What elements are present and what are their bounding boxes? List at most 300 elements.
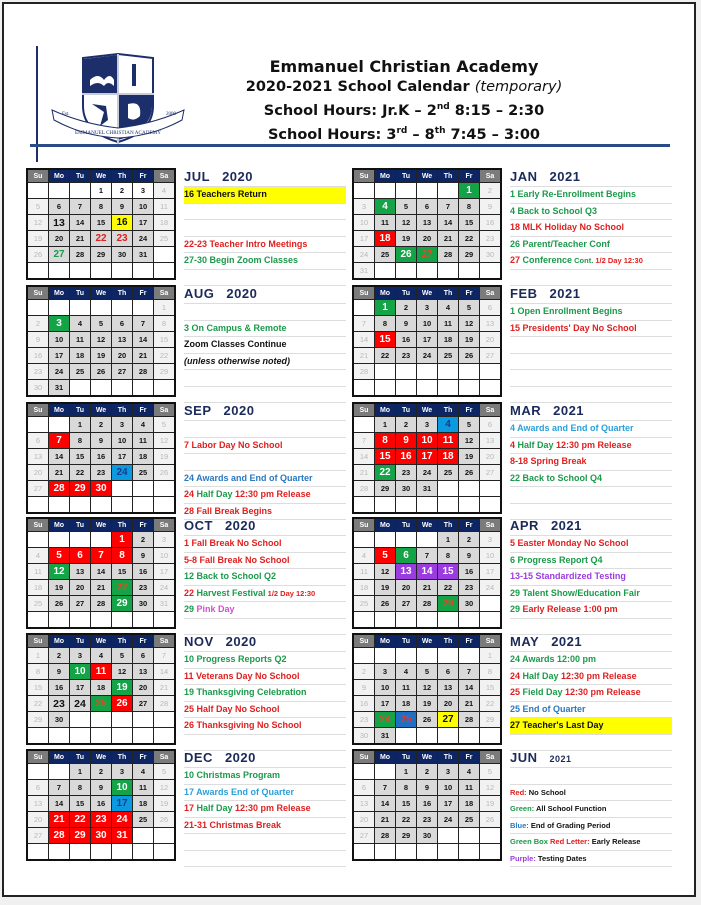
empty-cell — [133, 844, 154, 861]
day-cell: 8 — [70, 433, 91, 449]
calendar-note: (temporary) — [474, 79, 563, 95]
day-cell: 6 — [480, 300, 502, 316]
day-cell: 2 — [133, 532, 154, 548]
weekday-header: Tu — [396, 750, 417, 764]
empty-cell — [375, 183, 396, 199]
day-cell: 12 — [459, 316, 480, 332]
day-cell: 18 — [70, 348, 91, 364]
empty-cell — [353, 380, 375, 397]
day-cell: 28 — [49, 481, 70, 497]
day-cell: 3 — [70, 648, 91, 664]
empty-cell — [133, 263, 154, 280]
empty-cell — [133, 612, 154, 629]
empty-cell — [27, 417, 49, 433]
empty-cell — [133, 497, 154, 514]
empty-cell — [396, 380, 417, 397]
event-line: 4 Back to School Q3 — [510, 204, 672, 221]
day-cell: 28 — [375, 828, 396, 844]
month-title: AUG 2020 — [184, 285, 346, 304]
day-cell: 20 — [27, 812, 49, 828]
day-cell: 5 — [154, 764, 176, 780]
day-cell: 20 — [27, 465, 49, 481]
day-cell: 16 — [27, 348, 49, 364]
weekday-header: Mo — [49, 403, 70, 417]
day-cell: 20 — [417, 231, 438, 247]
empty-cell — [112, 481, 133, 497]
event-line — [184, 204, 346, 221]
month-sep-2020 — [26, 402, 356, 514]
day-cell: 3 — [480, 532, 502, 548]
month-events — [184, 285, 346, 403]
day-cell: 6 — [396, 548, 417, 564]
weekday-header: Tu — [70, 169, 91, 183]
day-cell: 17 — [375, 696, 396, 712]
day-cell: 22 — [91, 231, 112, 247]
day-cell: 6 — [133, 648, 154, 664]
weekday-header: Fr — [459, 403, 480, 417]
day-cell: 23 — [49, 696, 70, 712]
day-cell: 6 — [27, 433, 49, 449]
month-jun-2021 — [352, 749, 682, 861]
day-cell: 19 — [459, 332, 480, 348]
day-cell: 3 — [417, 417, 438, 433]
month-events — [510, 517, 672, 635]
day-cell: 10 — [49, 332, 70, 348]
empty-cell — [417, 648, 438, 664]
day-cell: 4 — [353, 548, 375, 564]
day-cell: 23 — [353, 712, 375, 728]
weekday-header: Fr — [459, 518, 480, 532]
day-cell: 13 — [133, 664, 154, 680]
day-cell: 25 — [438, 465, 459, 481]
day-cell: 25 — [133, 812, 154, 828]
day-cell: 31 — [112, 828, 133, 844]
empty-cell — [438, 481, 459, 497]
day-cell: 1 — [70, 764, 91, 780]
day-cell: 6 — [438, 664, 459, 680]
day-cell: 1 — [459, 183, 480, 199]
day-cell: 11 — [438, 316, 459, 332]
month-grid — [26, 517, 176, 629]
weekday-header: Tu — [396, 169, 417, 183]
month-events — [184, 749, 346, 867]
weekday-header: We — [91, 403, 112, 417]
day-cell: 31 — [49, 380, 70, 397]
day-cell: 28 — [49, 828, 70, 844]
weekday-header: Tu — [70, 634, 91, 648]
day-cell: 2 — [459, 532, 480, 548]
weekday-header: Fr — [459, 286, 480, 300]
day-cell: 28 — [417, 596, 438, 612]
empty-cell — [459, 497, 480, 514]
empty-cell — [417, 497, 438, 514]
day-cell: 14 — [459, 680, 480, 696]
day-cell: 27 — [396, 596, 417, 612]
weekday-header: Tu — [70, 750, 91, 764]
weekday-header: Fr — [133, 403, 154, 417]
day-cell: 22 — [375, 465, 396, 481]
empty-cell — [438, 263, 459, 280]
empty-cell — [459, 648, 480, 664]
weekday-header: Su — [27, 169, 49, 183]
event-line: 8-18 Spring Break — [510, 454, 672, 471]
day-cell: 18 — [459, 796, 480, 812]
day-cell: 1 — [375, 417, 396, 433]
empty-cell — [154, 844, 176, 861]
empty-cell — [480, 596, 502, 612]
day-cell: 18 — [375, 231, 396, 247]
month-grid — [352, 402, 502, 514]
empty-cell — [91, 497, 112, 514]
day-cell: 12 — [396, 215, 417, 231]
day-cell: 19 — [417, 696, 438, 712]
event-line: 25 Field Day 12:30 pm Release — [510, 685, 672, 702]
day-cell: 10 — [375, 680, 396, 696]
month-grid — [352, 168, 502, 280]
day-cell: 26 — [112, 696, 133, 712]
weekday-header: Th — [438, 634, 459, 648]
day-cell: 9 — [49, 664, 70, 680]
empty-cell — [49, 844, 70, 861]
day-cell: 20 — [396, 580, 417, 596]
event-line: 4 Awards and End of Quarter — [510, 421, 672, 438]
day-cell: 4 — [133, 417, 154, 433]
legend-item: Blue: End of Grading Period — [510, 818, 672, 835]
month-events — [184, 168, 346, 286]
weekday-header: Sa — [480, 286, 502, 300]
day-cell: 9 — [480, 199, 502, 215]
month-grid — [26, 168, 176, 280]
day-cell: 3 — [154, 532, 176, 548]
month-grid — [352, 749, 502, 861]
day-cell: 20 — [133, 680, 154, 696]
day-cell: 29 — [459, 247, 480, 263]
day-cell: 27 — [27, 481, 49, 497]
event-line: 18 MLK Holiday No School — [510, 220, 672, 237]
day-cell: 12 — [91, 332, 112, 348]
weekday-header: We — [417, 518, 438, 532]
day-cell: 23 — [459, 580, 480, 596]
empty-cell — [91, 728, 112, 745]
day-cell: 15 — [480, 680, 502, 696]
month-events — [510, 749, 672, 867]
month-may-2021 — [352, 633, 682, 745]
event-line: 10 Christmas Program — [184, 768, 346, 785]
event-line — [184, 304, 346, 321]
empty-cell — [49, 532, 70, 548]
empty-cell — [91, 612, 112, 629]
empty-cell — [91, 380, 112, 397]
empty-cell — [480, 380, 502, 397]
empty-cell — [396, 183, 417, 199]
day-cell: 8 — [91, 199, 112, 215]
weekday-header: Su — [353, 403, 375, 417]
empty-cell — [133, 712, 154, 728]
day-cell: 9 — [112, 199, 133, 215]
day-cell: 12 — [112, 664, 133, 680]
empty-cell — [396, 728, 417, 745]
day-cell: 16 — [396, 449, 417, 465]
empty-cell — [70, 300, 91, 316]
empty-cell — [459, 364, 480, 380]
empty-cell — [70, 612, 91, 629]
empty-cell — [27, 300, 49, 316]
day-cell: 27 — [480, 465, 502, 481]
empty-cell — [417, 532, 438, 548]
empty-cell — [353, 764, 375, 780]
empty-cell — [112, 844, 133, 861]
day-cell: 28 — [353, 364, 375, 380]
empty-cell — [438, 380, 459, 397]
day-cell: 26 — [154, 465, 176, 481]
day-cell: 18 — [438, 449, 459, 465]
day-cell: 4 — [27, 548, 49, 564]
day-cell: 19 — [459, 449, 480, 465]
month-nov-2020 — [26, 633, 356, 745]
legend-item: Red: No School — [510, 785, 672, 802]
day-cell: 22 — [480, 696, 502, 712]
event-line: 5-8 Fall Break No School — [184, 553, 346, 570]
day-cell: 26 — [27, 247, 49, 263]
day-cell: 23 — [396, 348, 417, 364]
day-cell: 5 — [459, 417, 480, 433]
day-cell: 8 — [112, 548, 133, 564]
day-cell: 15 — [375, 332, 396, 348]
day-cell: 14 — [70, 215, 91, 231]
event-line: 25 Half Day No School — [184, 702, 346, 719]
day-cell: 10 — [417, 433, 438, 449]
empty-cell — [49, 764, 70, 780]
weekday-header: We — [91, 750, 112, 764]
empty-cell — [459, 380, 480, 397]
day-cell: 27 — [133, 696, 154, 712]
legend-item: Green: All School Function — [510, 801, 672, 818]
day-cell: 14 — [49, 449, 70, 465]
empty-cell — [91, 532, 112, 548]
month-grid — [352, 517, 502, 629]
day-cell: 24 — [112, 812, 133, 828]
day-cell: 16 — [133, 564, 154, 580]
day-cell: 13 — [27, 796, 49, 812]
day-cell: 3 — [112, 764, 133, 780]
event-line: 22 Harvest Festival 1/2 Day 12:30 — [184, 586, 346, 603]
day-cell: 17 — [438, 796, 459, 812]
day-cell: 8 — [396, 780, 417, 796]
day-cell: 11 — [353, 564, 375, 580]
weekday-header: Th — [438, 286, 459, 300]
day-cell: 2 — [91, 764, 112, 780]
day-cell: 30 — [91, 828, 112, 844]
weekday-header: Fr — [133, 286, 154, 300]
event-line: 10 Progress Reports Q2 — [184, 652, 346, 669]
day-cell: 2 — [396, 417, 417, 433]
weekday-header: Sa — [154, 286, 176, 300]
day-cell: 24 — [49, 364, 70, 380]
event-line: 25 End of Quarter — [510, 702, 672, 719]
event-line — [184, 834, 346, 851]
day-cell: 2 — [480, 183, 502, 199]
weekday-header: Th — [438, 518, 459, 532]
day-cell: 4 — [375, 199, 396, 215]
day-cell: 8 — [480, 664, 502, 680]
event-line: 21-31 Christmas Break — [184, 818, 346, 835]
event-line: 17 Half Day 12:30 pm Release — [184, 801, 346, 818]
day-cell: 7 — [70, 199, 91, 215]
day-cell: 22 — [27, 696, 49, 712]
empty-cell — [49, 300, 70, 316]
day-cell: 11 — [70, 332, 91, 348]
day-cell: 19 — [91, 348, 112, 364]
day-cell: 18 — [133, 449, 154, 465]
day-cell: 22 — [70, 812, 91, 828]
event-line: 24 Half Day 12:30 pm Release — [510, 669, 672, 686]
day-cell: 1 — [70, 417, 91, 433]
day-cell: 19 — [27, 231, 49, 247]
day-cell: 15 — [70, 449, 91, 465]
day-cell: 8 — [154, 316, 176, 332]
event-line: 4 Half Day 12:30 pm Release — [510, 438, 672, 455]
empty-cell — [70, 728, 91, 745]
month-title: JUL 2020 — [184, 168, 346, 187]
day-cell: 11 — [438, 433, 459, 449]
empty-cell — [353, 497, 375, 514]
day-cell: 22 — [112, 580, 133, 596]
day-cell: 7 — [91, 548, 112, 564]
month-title: FEB 2021 — [510, 285, 672, 304]
day-cell: 14 — [133, 332, 154, 348]
empty-cell — [438, 728, 459, 745]
day-cell: 25 — [91, 696, 112, 712]
day-cell: 22 — [396, 812, 417, 828]
day-cell: 16 — [459, 564, 480, 580]
legend-item: Purple: Testing Dates — [510, 851, 672, 868]
empty-cell — [91, 263, 112, 280]
day-cell: 27 — [438, 712, 459, 728]
day-cell: 21 — [91, 580, 112, 596]
day-cell: 5 — [396, 199, 417, 215]
school-hours-jrk-2: School Hours: Jr.K – 2nd 8:15 – 2:30 — [263, 102, 545, 119]
empty-cell — [438, 828, 459, 844]
day-cell: 30 — [133, 596, 154, 612]
weekday-header: Sa — [154, 634, 176, 648]
day-cell: 4 — [438, 300, 459, 316]
day-cell: 12 — [480, 780, 502, 796]
weekday-header: Tu — [396, 403, 417, 417]
empty-cell — [438, 364, 459, 380]
day-cell: 26 — [417, 712, 438, 728]
day-cell: 27 — [70, 596, 91, 612]
day-cell: 11 — [133, 433, 154, 449]
day-cell: 26 — [49, 596, 70, 612]
day-cell: 21 — [438, 231, 459, 247]
empty-cell — [353, 532, 375, 548]
empty-cell — [70, 532, 91, 548]
calendar-header — [204, 56, 604, 145]
day-cell: 31 — [417, 481, 438, 497]
day-cell: 21 — [133, 348, 154, 364]
weekday-header: We — [91, 518, 112, 532]
empty-cell — [27, 263, 49, 280]
day-cell: 23 — [417, 812, 438, 828]
day-cell: 16 — [91, 449, 112, 465]
weekday-header: Mo — [375, 634, 396, 648]
empty-cell — [154, 728, 176, 745]
day-cell: 18 — [154, 215, 176, 231]
empty-cell — [353, 300, 375, 316]
day-cell: 24 — [375, 712, 396, 728]
day-cell: 23 — [91, 465, 112, 481]
empty-cell — [353, 183, 375, 199]
weekday-header: Tu — [70, 518, 91, 532]
empty-cell — [70, 712, 91, 728]
day-cell: 2 — [49, 648, 70, 664]
empty-cell — [438, 844, 459, 861]
weekday-header: Th — [112, 750, 133, 764]
day-cell: 27 — [27, 828, 49, 844]
empty-cell — [27, 728, 49, 745]
day-cell: 18 — [438, 332, 459, 348]
day-cell: 13 — [480, 316, 502, 332]
day-cell: 29 — [375, 481, 396, 497]
empty-cell — [459, 263, 480, 280]
event-line: 12 Back to School Q2 — [184, 569, 346, 586]
month-title: OCT 2020 — [184, 517, 346, 536]
day-cell: 5 — [480, 764, 502, 780]
month-grid — [352, 633, 502, 745]
weekday-header: Mo — [49, 169, 70, 183]
day-cell: 6 — [417, 199, 438, 215]
empty-cell — [480, 844, 502, 861]
day-cell: 30 — [396, 481, 417, 497]
day-cell: 10 — [438, 780, 459, 796]
school-hours-3-8: School Hours: 3rd – 8th 7:45 – 3:00 — [267, 125, 541, 143]
legend-item: Green Box Red Letter: Early Release — [510, 834, 672, 851]
empty-cell — [459, 728, 480, 745]
day-cell: 10 — [154, 548, 176, 564]
event-line: 3 On Campus & Remote — [184, 321, 346, 338]
day-cell: 29 — [27, 712, 49, 728]
day-cell: 21 — [70, 231, 91, 247]
day-cell: 29 — [438, 596, 459, 612]
day-cell: 19 — [375, 580, 396, 596]
day-cell: 29 — [112, 596, 133, 612]
weekday-header: Su — [353, 750, 375, 764]
day-cell: 10 — [353, 215, 375, 231]
event-line — [184, 370, 346, 387]
weekday-header: We — [91, 286, 112, 300]
weekday-header: Th — [112, 286, 133, 300]
day-cell: 25 — [375, 247, 396, 263]
weekday-header: Sa — [480, 634, 502, 648]
day-cell: 7 — [417, 548, 438, 564]
day-cell: 15 — [438, 564, 459, 580]
event-line: 7 Labor Day No School — [184, 438, 346, 455]
empty-cell — [112, 380, 133, 397]
event-line: Zoom Classes Continue — [184, 337, 346, 354]
day-cell: 12 — [154, 433, 176, 449]
day-cell: 10 — [133, 199, 154, 215]
empty-cell — [27, 497, 49, 514]
day-cell: 24 — [112, 465, 133, 481]
weekday-header: Fr — [133, 750, 154, 764]
empty-cell — [353, 417, 375, 433]
day-cell: 9 — [133, 548, 154, 564]
day-cell: 7 — [438, 199, 459, 215]
day-cell: 30 — [353, 728, 375, 745]
month-title: JUN 2021 — [510, 749, 672, 768]
weekday-header: Mo — [375, 750, 396, 764]
weekday-header: Su — [27, 750, 49, 764]
